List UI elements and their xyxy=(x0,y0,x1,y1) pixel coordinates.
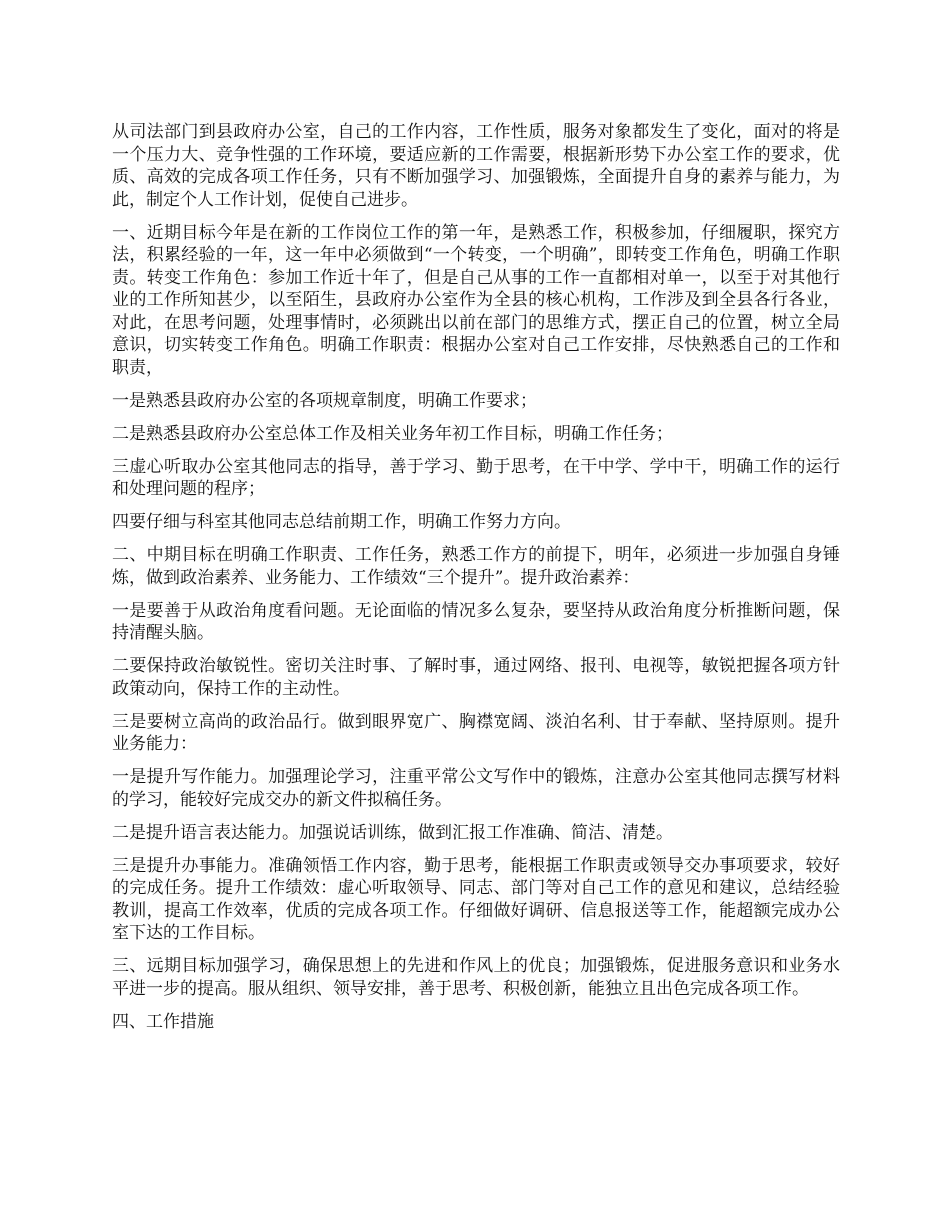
paragraph-business-2: 二是提升语言表达能力。加强说话训练，做到汇报工作准确、简洁、清楚。 xyxy=(112,822,673,843)
paragraph-item-1: 一是熟悉县政府办公室的各项规章制度，明确工作要求； xyxy=(112,390,537,411)
paragraph-item-4: 四要仔细与科室其他同志总结前期工作，明确工作努力方向。 xyxy=(112,512,571,532)
paragraph-political-1: 一是要善于从政治角度看问题。无论面临的情况多么复杂，要坚持从政治角度分析推断问题，保持清醒头脑。 xyxy=(112,600,840,643)
paragraph-item-3: 三虚心听取办公室其他同志的指导，善于学习、勤于思考，在干中学、学中干，明确工作的运行和处理问题的程序； xyxy=(112,456,840,499)
paragraph-measures-heading: 四、工作措施 xyxy=(112,1011,214,1032)
document-body xyxy=(112,121,840,1044)
paragraph-business-1: 一是提升写作能力。加强理论学习，注重平常公文写作中的锻炼，注意办公室其他同志撰写材料的学习，能较好完成交办的新文件拟稿任务。 xyxy=(112,767,840,810)
paragraph-mid-term-goal: 二、中期目标在明确工作职责、工作任务，熟悉工作方的前提下，明年，必须进一步加强自身锤炼，做到政治素养、业务能力、工作绩效“三个提升”。提升政治素养： xyxy=(112,545,840,588)
paragraph-political-2: 二要保持政治敏锐性。密切关注时事、了解时事，通过网络、报刊、电视等，敏锐把握各项方针政策动向，保持工作的主动性。 xyxy=(112,656,840,699)
paragraph-short-term-goal: 一、近期目标今年是在新的工作岗位工作的第一年，是熟悉工作，积极参加，仔细履职，探究方法，积累经验的一年，这一年中必须做到“一个转变，一个明确”，即转变工作角色，明确工作职责。转变工作角色：参加工作近十年了，但是自己从事的工作一直都相对单一，以至于对其他行业的工作所知甚少，以至陌生，县政府办公室作为全县的核心机构，工作涉及到全县各行各业，对此，在思考问题，处理事情时，必须跳出以前在部门的思维方式，摆正自己的位置，树立全局意识，切实转变工作角色。明确工作职责：根据办公室对自己工作安排，尽快熟悉自己的工作和职责， xyxy=(112,222,840,378)
paragraph-long-term-goal: 三、远期目标加强学习，确保思想上的先进和作风上的优良；加强锻炼，促进服务意识和业务水平进一步的提高。服从组织、领导安排，善于思考、积极创新，能独立且出色完成各项工作。 xyxy=(112,956,840,999)
paragraph-political-3: 三是要树立高尚的政治品行。做到眼界宽广、胸襟宽阔、淡泊名利、甘于奉献、坚持原则。提升业务能力： xyxy=(112,711,840,754)
paragraph-intro: 从司法部门到县政府办公室，自己的工作内容，工作性质，服务对象都发生了变化，面对的将是一个压力大、竞争性强的工作环境，要适应新的工作需要，根据新形势下办公室工作的要求，优质、高效的完成各项工作任务，只有不断加强学习、加强锻炼，全面提升自身的素养与能力，为此，制定个人工作计划，促使自己进步。 xyxy=(112,122,840,210)
paragraph-business-3: 三是提升办事能力。准确领悟工作内容，勤于思考，能根据工作职责或领导交办事项要求，较好的完成任务。提升工作绩效：虚心听取领导、同志、部门等对自己工作的意见和建议，总结经验教训，提高工作效率，优质的完成各项工作。仔细做好调研、信息报送等工作，能超额完成办公室下达的工作目标。 xyxy=(112,855,840,943)
paragraph-item-2: 二是熟悉县政府办公室总体工作及相关业务年初工作目标，明确工作任务； xyxy=(112,423,673,444)
